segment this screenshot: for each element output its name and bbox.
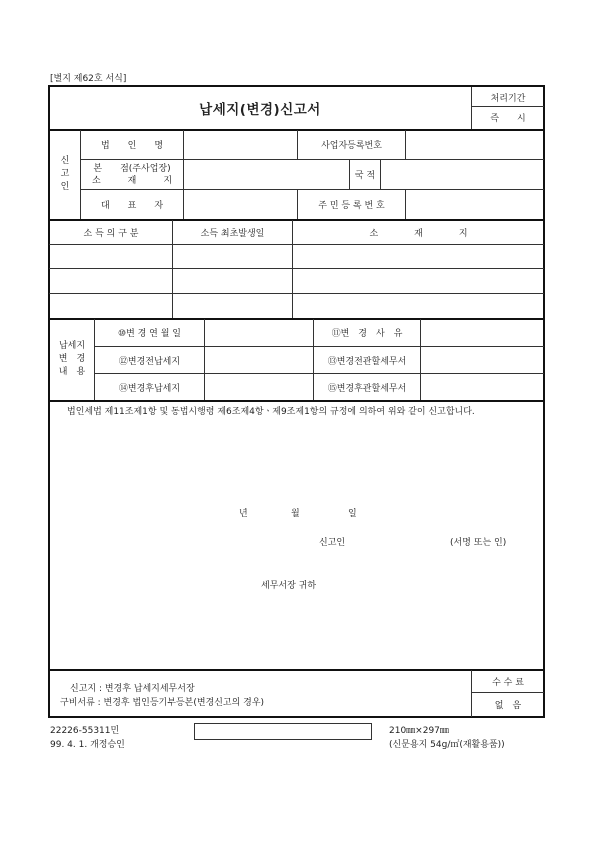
after-office-field[interactable] [421,374,544,400]
resident-number-field[interactable] [406,190,544,219]
income-row-3-type[interactable] [50,294,172,318]
income-row-3-date[interactable] [173,294,292,318]
date-month-field[interactable] [250,500,288,518]
sign-note: (서명 또는 인) [450,538,507,548]
before-office-field[interactable] [421,347,544,373]
hq-label-line2: 소 재 지 [91,175,173,186]
recipient-text: 세무서장 귀하 [261,581,317,591]
biz-reg-label: 사업자등록번호 [321,141,382,151]
income-header-type: 소 득 의 구 분 [83,228,139,239]
reporter-section-label: 신 고 인 [60,156,70,192]
after-office-label: ⑮변경후관할세무서 [327,383,407,394]
biz-reg-field[interactable] [406,130,544,159]
change-reason-label: ⑪변 경 사 유 [331,329,403,339]
paper-type: (신문용지 54g/㎡(재활용품)) [389,740,505,750]
signer-label: 신고인 [319,538,346,548]
fee-label: 수 수 료 [492,677,524,688]
fee-value: 없 음 [494,701,522,711]
approval-date: 99. 4. 1. 개정승인 [50,740,125,750]
representative-field[interactable] [184,190,297,219]
processing-period-label: 처리기간 [490,93,526,104]
form-title: 납세지(변경)신고서 [199,102,321,118]
date-month-label: 월 [291,509,300,519]
change-reason-field[interactable] [421,319,544,346]
income-row-1-date[interactable] [173,245,292,268]
barcode-box [194,723,372,740]
date-year-field[interactable] [180,500,235,518]
nationality-field[interactable] [381,160,544,189]
income-row-2-type[interactable] [50,269,172,293]
before-taxplace-label: ⑫변경전납세지 [118,356,181,367]
resident-number-label: 주 민 등 록 번 호 [318,201,385,211]
change-date-field[interactable] [205,319,313,346]
income-header-first-date: 소득 최초발생일 [200,228,265,239]
corp-name-field[interactable] [184,130,297,159]
date-year-label: 년 [239,509,248,519]
processing-period-value: 즉 시 [490,114,526,124]
after-taxplace-label: ⑭변경후납세지 [118,383,181,394]
submit-to-text: 신고지 : 변경후 납세지세무서장 [70,684,195,694]
attachments-text: 구비서류 : 변경후 법인등기부등본(변경신고의 경우) [60,698,265,708]
income-row-3-location[interactable] [293,294,544,318]
income-row-2-date[interactable] [173,269,292,293]
income-row-2-location[interactable] [293,269,544,293]
doc-number: 22226-55311민 [50,726,120,736]
date-day-label: 일 [348,509,357,519]
hq-address-field[interactable] [184,160,349,189]
nationality-label: 국 적 [354,171,376,181]
income-row-1-type[interactable] [50,245,172,268]
before-taxplace-field[interactable] [205,347,313,373]
income-row-1-location[interactable] [293,245,544,268]
hq-address-label [81,160,183,189]
statement-text: 법인세법 제11조제1항 및 동법시행령 제6조제4항ㆍ제9조제1항의 규정에 의하여 위와 같이 신고합니다. [58,407,475,417]
before-office-label: ⑬변경전관할세무서 [327,356,407,367]
form-id: [별지 제62호 서식] [50,74,127,84]
income-header-location: 소 재 지 [369,228,468,239]
after-taxplace-field[interactable] [205,374,313,400]
corp-name-label: 법 인 명 [100,141,164,151]
change-date-label: ⑩변 경 연 월 일 [118,329,181,339]
paper-size: 210㎜×297㎜ [389,726,449,736]
hq-label-line1: 본 점(주사업장) [93,163,171,174]
date-day-field[interactable] [305,500,345,518]
change-section-label: 납세지 변 경 내 용 [58,341,86,377]
representative-label: 대 표 자 [100,201,164,211]
signer-name-field[interactable] [358,529,446,547]
